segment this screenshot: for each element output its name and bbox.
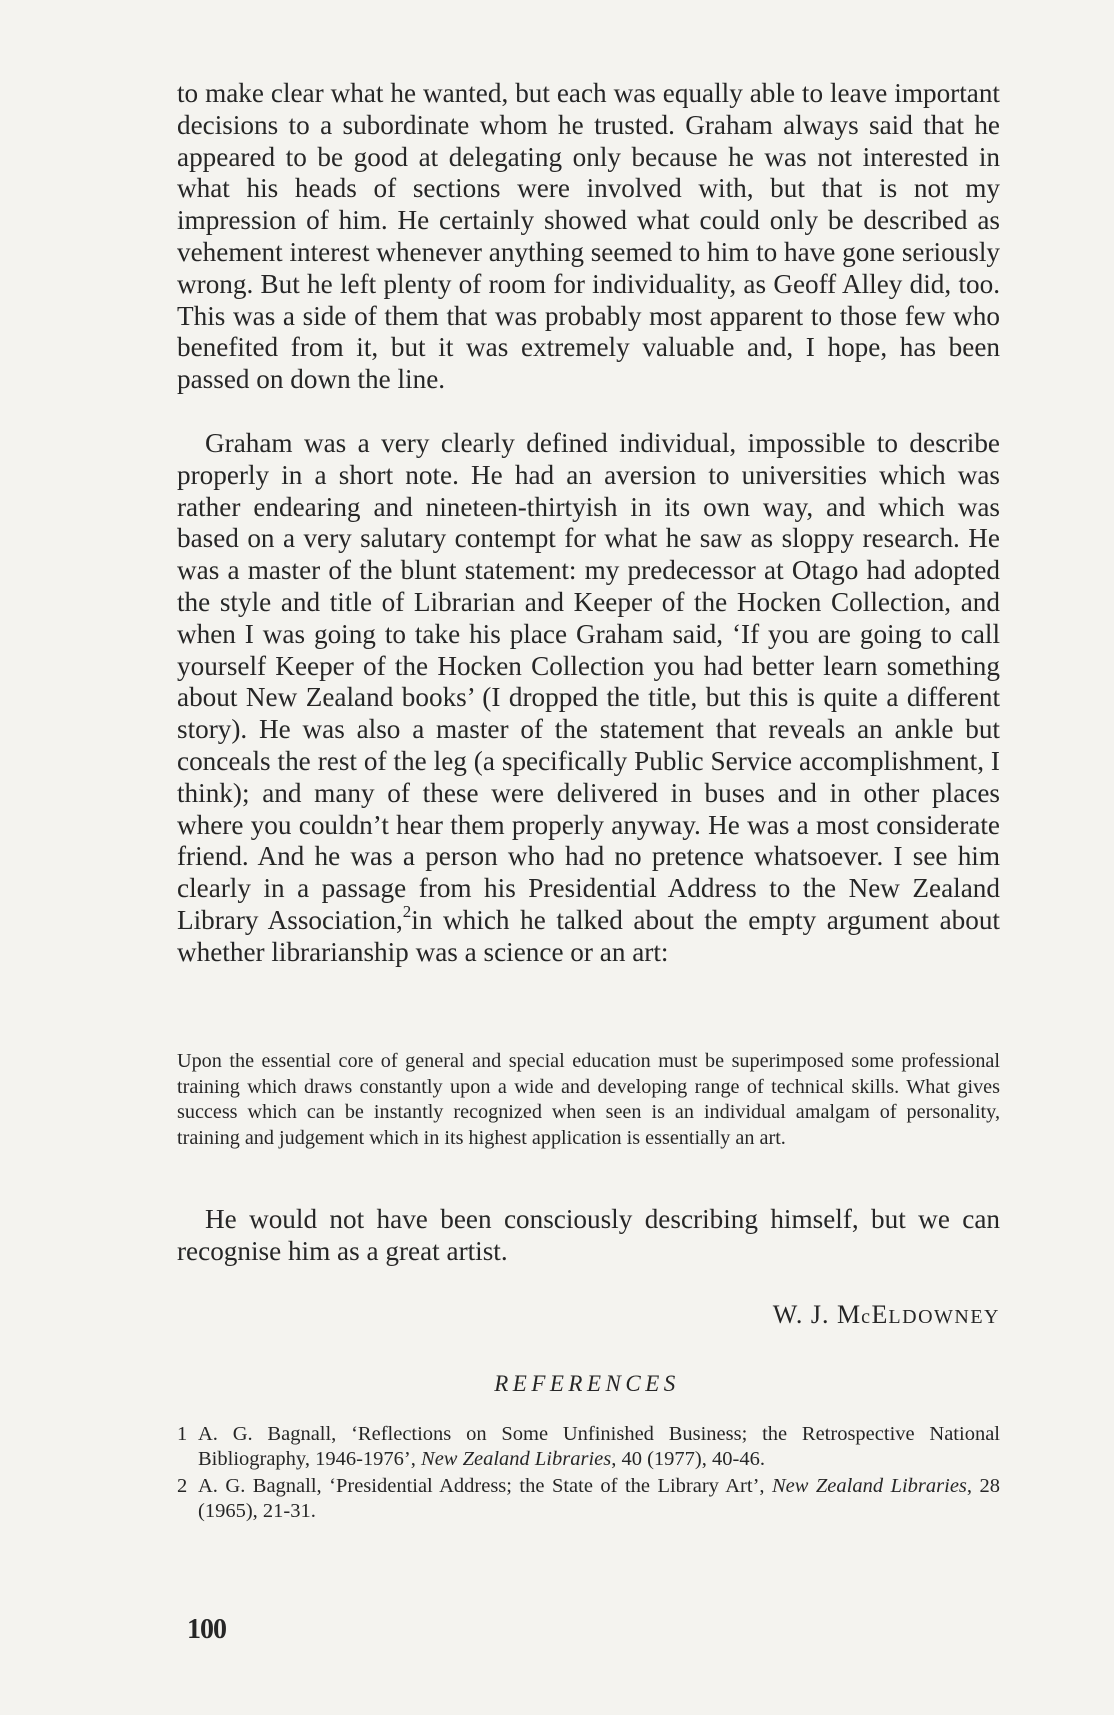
page-number: 100 — [187, 1614, 226, 1645]
reference-number: 1 — [177, 1423, 188, 1445]
author-signature — [773, 1300, 1000, 1330]
paragraph-2-continuation: in which he talked about the empty argument about whether librarianship was a science or an art: — [177, 904, 1000, 967]
signature-surname-rest: LDOWNEY — [888, 1306, 1000, 1328]
signature-surname-cap: E — [871, 1300, 889, 1329]
reference-number: 2 — [177, 1474, 188, 1497]
signature-small-c: c — [861, 1306, 872, 1328]
paragraph-2 — [177, 428, 1000, 969]
reference-item — [177, 1474, 1000, 1525]
paragraph-2-text: Graham was a very clearly defined individual, impossible to describe properly in a short note. He had an aversion to universities which was rather endearing and nineteen-thirtyish in its own way, and which was based on a very salutary contempt for what he saw as sloppy research. He was a master of the blunt statement: my predecessor at Otago had adopted the style and title of Librarian and Keeper of the Hocken Collection, and when I was going to take his place Graham said, ‘If you are going to call yourself Keeper of the Hocken Collection you had better learn something about New Zealand books’ (I dropped the title, but this is quite a different story). He was also a master of the statement that reveals an ankle but conceals the rest of the leg (a specifically Public Service accomplishment, I think); and many of these were delivered in buses and in other places where you couldn’t hear them properly anyway. He was a most considerate friend. And he was a person who had no pretence whatsoever. I see him clearly in a passage from his Presidential Address to the New Zealand Library Association, — [177, 428, 1000, 935]
reference-text: A. G. Bagnall, ‘Reflections on Some Unfinished Business; the Retrospective National Bibliography, 1946-1976’, — [198, 1423, 1000, 1471]
reference-text: A. G. Bagnall, ‘Presidential Address; the State of the Library Art’, — [198, 1474, 772, 1497]
signature-initials: W. J. M — [772, 1300, 862, 1329]
reference-journal: New Zealand Libraries — [772, 1474, 967, 1497]
footnote-marker-2: 2 — [402, 901, 412, 921]
block-quote: Upon the essential core of general and special education must be superimposed some professional training which draws constantly upon a wide and developing range of technical skills. What gives success which can be instantly recognized when seen is an individual amalgam of personality, training and judgement which in its highest application is essentially an art. — [177, 1050, 1000, 1149]
paragraph-3: He would not have been consciously describing himself, but we can recognise him as a great artist. — [177, 1204, 1000, 1266]
reference-citation: , 40 (1977), 40-46. — [611, 1448, 765, 1471]
reference-item — [177, 1422, 1000, 1473]
reference-journal: New Zealand Libraries — [421, 1448, 612, 1471]
references-list — [177, 1422, 1000, 1525]
references-heading: REFERENCES — [494, 1371, 680, 1396]
paragraph-1: to make clear what he wanted, but each was equally able to leave important decisions to a subordinate whom he trusted. Graham always said that he appeared to be good at delegating only because he was not interested in what his heads of sections were involved with, but that is not my impression of him. He certainly showed what could only be described as vehement interest whenever anything seemed to him to have gone seriously wrong. But he left plenty of room for individuality, as Geoff Alley did, too. This was a side of them that was probably most apparent to those few who benefited from it, but it was extremely valuable and, I hope, has been passed on down the line. — [177, 78, 1000, 395]
reference-citation: , 28 (1965), 21-31. — [198, 1474, 1000, 1522]
